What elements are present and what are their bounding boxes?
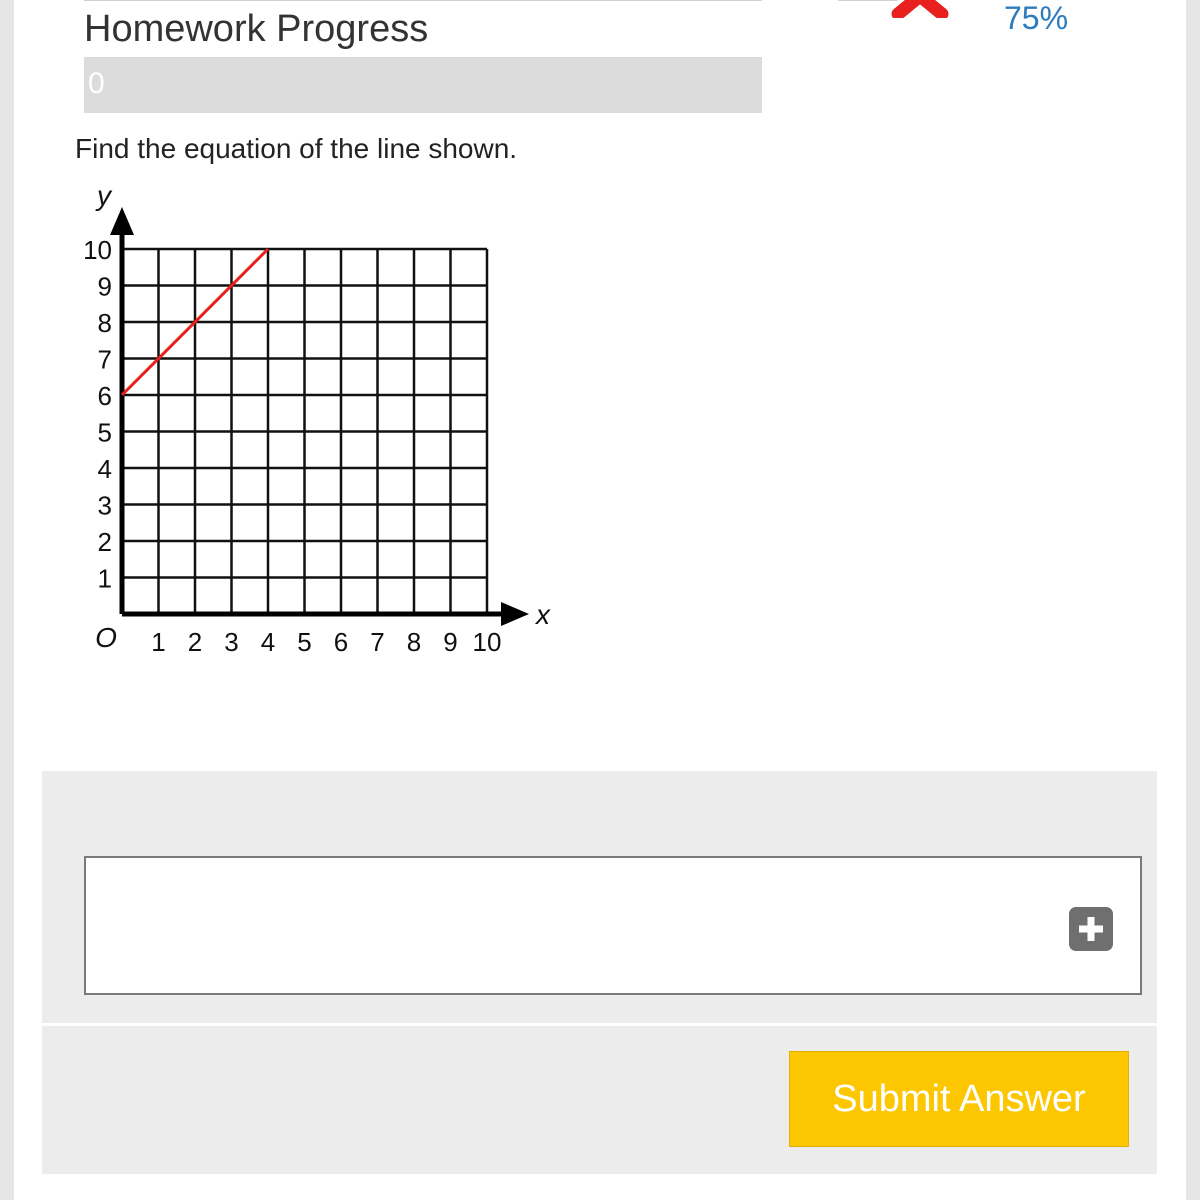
x-tick-label: 1 bbox=[151, 627, 166, 657]
homework-progress-title: Homework Progress bbox=[84, 8, 429, 50]
y-tick-label: 8 bbox=[97, 308, 112, 338]
x-tick-label: 7 bbox=[370, 627, 385, 657]
x-tick-label: 4 bbox=[260, 627, 276, 657]
score-percent: 75% bbox=[1004, 0, 1069, 36]
x-tick-label: 10 bbox=[472, 627, 502, 657]
y-tick-label: 10 bbox=[83, 235, 112, 265]
plus-square-icon[interactable] bbox=[1068, 906, 1114, 952]
x-tick-label: 9 bbox=[443, 627, 458, 657]
y-tick-label: 7 bbox=[97, 344, 112, 375]
submit-answer-button[interactable]: Submit Answer bbox=[789, 1051, 1129, 1147]
x-tick-label: 2 bbox=[187, 627, 203, 657]
homework-progress-bar bbox=[84, 57, 762, 113]
y-tick-label: 4 bbox=[97, 454, 112, 484]
top-divider bbox=[84, 0, 762, 1]
x-tick-label: 3 bbox=[224, 627, 239, 657]
y-tick-label: 6 bbox=[97, 381, 112, 411]
wrong-x-icon bbox=[888, 0, 952, 18]
origin-label: O bbox=[95, 622, 117, 653]
y-tick-label: 1 bbox=[97, 563, 112, 594]
progress-value: 0 bbox=[88, 67, 105, 100]
y-tick-label: 9 bbox=[97, 271, 112, 302]
x-axis-label: x bbox=[536, 599, 550, 630]
frame-left-border bbox=[0, 0, 14, 1200]
frame-right-border bbox=[1186, 0, 1200, 1200]
y-tick-label: 5 bbox=[97, 417, 112, 448]
x-tick-label: 8 bbox=[406, 627, 422, 657]
y-axis-label: y bbox=[97, 180, 111, 211]
answer-input[interactable] bbox=[84, 856, 1142, 995]
x-axis-arrow-icon bbox=[501, 602, 529, 626]
x-tick-label: 6 bbox=[333, 627, 349, 657]
y-tick-label: 2 bbox=[97, 527, 112, 557]
line-graph bbox=[70, 180, 570, 660]
y-tick-label: 3 bbox=[97, 490, 112, 521]
x-tick-label: 5 bbox=[297, 627, 312, 657]
y-axis-arrow-icon bbox=[110, 207, 134, 235]
question-prompt: Find the equation of the line shown. bbox=[75, 133, 518, 164]
